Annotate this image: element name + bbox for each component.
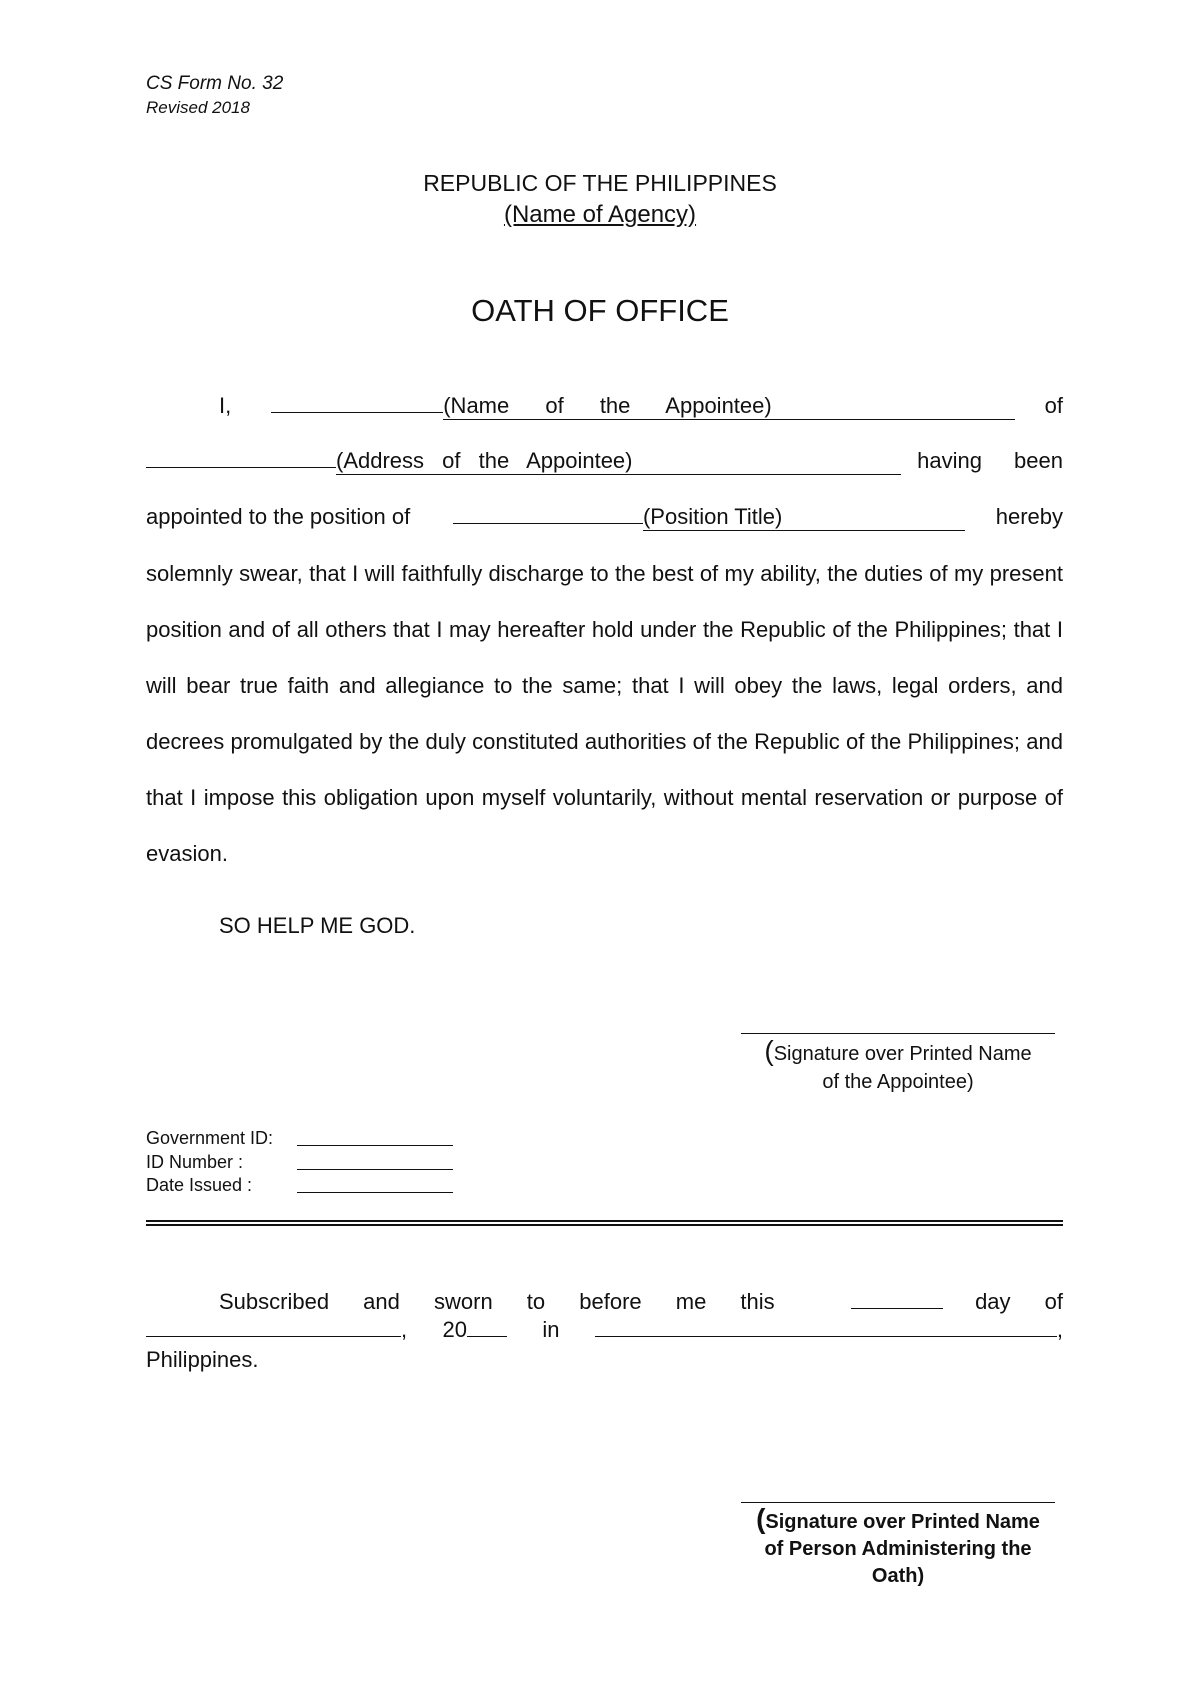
agency-name: (Name of Agency) [503, 201, 697, 228]
id-number-label: ID Number : [146, 1152, 244, 1172]
jurat-line-2 [146, 1317, 1063, 1347]
oath-line-name [146, 393, 1063, 423]
document-title: OATH OF OFFICE [471, 293, 729, 328]
date-issued-field[interactable] [297, 1192, 453, 1193]
appointee-name-field[interactable] [271, 393, 1014, 420]
oath-of-word: of [1044, 393, 1063, 418]
jurat-subscribed-text: Subscribed and sworn to before me this [219, 1289, 775, 1314]
name-placeholder-wrap [443, 393, 1014, 420]
jurat-place-wrap: , [595, 1317, 1063, 1343]
position-placeholder-wrap [643, 504, 965, 531]
appointee-address-field[interactable] [146, 448, 901, 475]
address-blank-left [146, 448, 336, 468]
appointee-address-placeholder: (Address of the Appointee) [336, 448, 633, 473]
jurat-year-wrap [443, 1317, 507, 1343]
jurat-day-of: day of [975, 1289, 1063, 1314]
jurat-in: in [542, 1317, 560, 1342]
form-number: CS Form No. 32 [146, 73, 284, 94]
position-title-field[interactable] [453, 504, 965, 531]
jurat-month-wrap: , [146, 1317, 407, 1343]
appointee-sig-line1: Signature over Printed Name [773, 1043, 1032, 1065]
oath-body: solemnly swear, that I will faithfully discharge to the best of my ability, the duties of my present position and of all others that I may hereafter hold under the Republic of the Philippines; that I will bear true faith and allegiance to the same; that I will obey the laws, legal orders, and decrees promulgated by the duly constituted authorities of the Republic of the Philippines; and that I impose this obligation upon myself voluntarily, without mental reservation or purpose of evasion. [146, 561, 1063, 866]
government-id-field[interactable] [297, 1145, 453, 1146]
id-number-field[interactable] [297, 1169, 453, 1170]
jurat-place-field[interactable] [595, 1317, 1057, 1337]
administrator-signature-label [741, 1503, 1055, 1590]
jurat-year-field[interactable] [467, 1317, 507, 1337]
date-issued-label: Date Issued : [146, 1175, 253, 1195]
appointed-text: appointed to the position of [146, 504, 411, 529]
admin-sig-line3: Oath) [871, 1565, 925, 1587]
jurat-philippines: Philippines. [146, 1347, 259, 1372]
oath-line-position [146, 504, 1063, 534]
position-blank-left [453, 504, 643, 524]
hereby-text: hereby [995, 504, 1063, 529]
address-placeholder-wrap [336, 448, 901, 475]
republic-heading: REPUBLIC OF THE PHILIPPINES [423, 170, 777, 196]
jurat-day-field[interactable] [851, 1289, 943, 1309]
oath-pronoun: I, [219, 393, 232, 418]
having-been-text: having been [917, 448, 1063, 473]
appointee-name-placeholder: (Name of the Appointee) [443, 393, 772, 418]
jurat-line-1 [146, 1289, 1063, 1319]
government-id-label: Government ID: [146, 1128, 274, 1148]
jurat-year-prefix: 20 [442, 1317, 467, 1342]
admin-sig-paren: ( [756, 1503, 766, 1534]
position-title-placeholder: (Position Title) [642, 504, 783, 529]
admin-sig-line2: of Person Administering the [764, 1538, 1032, 1560]
appointee-sig-paren: ( [764, 1035, 774, 1066]
name-blank-left [271, 393, 443, 413]
administrator-signature-line[interactable] [741, 1502, 1055, 1503]
appointee-sig-line2: of the Appointee) [822, 1071, 974, 1093]
form-revision: Revised 2018 [146, 98, 250, 117]
admin-sig-line1: Signature over Printed Name [765, 1511, 1040, 1533]
appointee-signature-label [741, 1035, 1055, 1096]
appointee-signature-line[interactable] [741, 1033, 1055, 1034]
jurat-month-field[interactable] [146, 1317, 401, 1337]
jurat-text-wrap [219, 1289, 819, 1315]
oath-closing: SO HELP ME GOD. [219, 913, 416, 938]
section-divider [146, 1220, 1063, 1226]
oath-line-address [146, 448, 1063, 478]
